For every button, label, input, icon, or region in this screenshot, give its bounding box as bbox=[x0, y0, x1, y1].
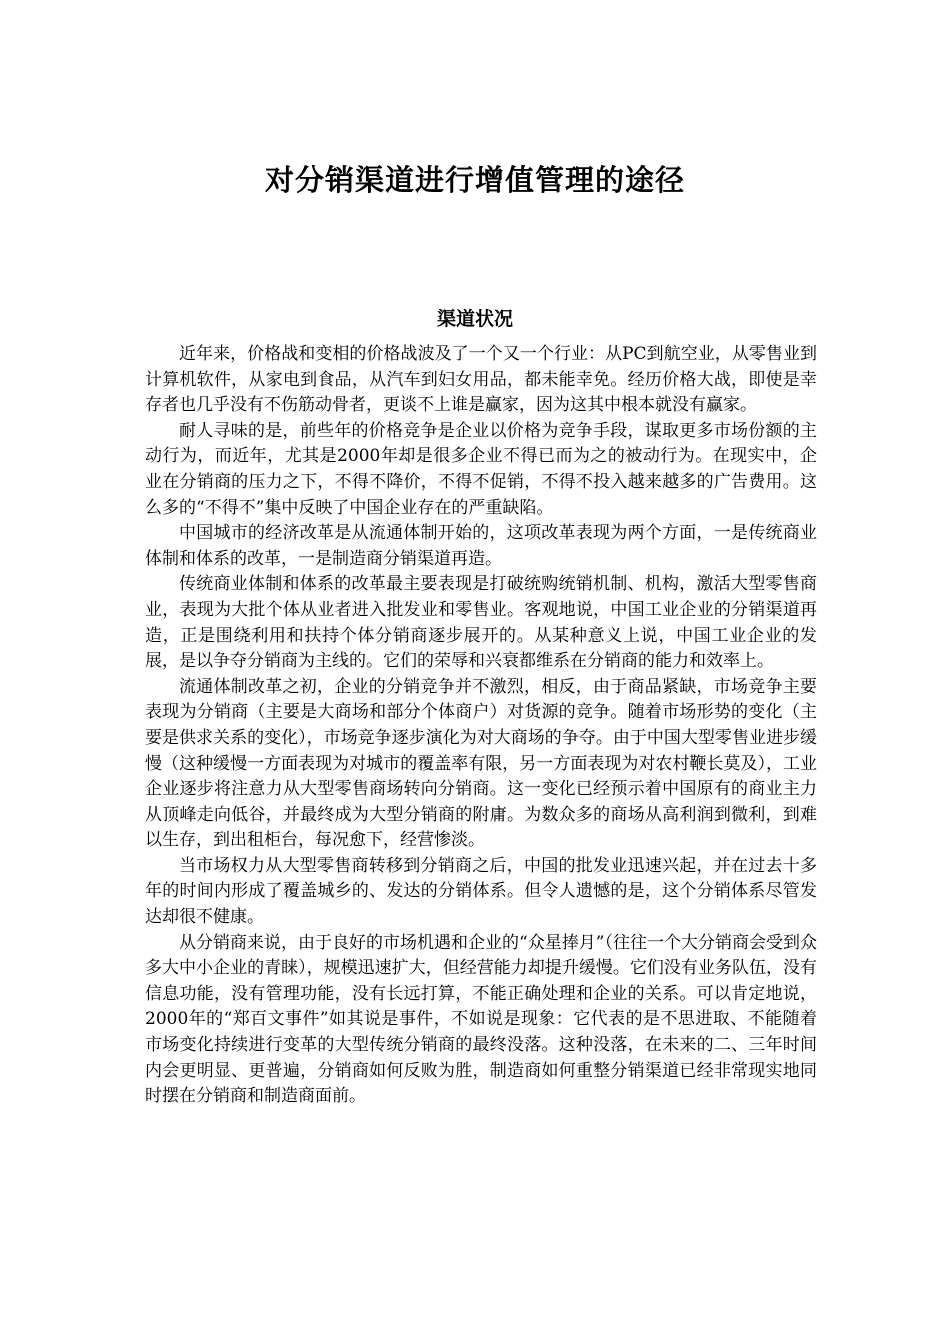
paragraph-2: 耐人寻味的是，前些年的价格竞争是企业以价格为竞争手段，谋取更多市场份额的主动行为，而近年，尤其是2000年却是很多企业不得已而为之的被动行为。在现实中，企业在分销商的压力之下，不得不降价，不得不促销，不得不投入越来越多的广告费用。这么多的“不得不”集中反映了中国企业存在的严重缺陷。 bbox=[145, 420, 817, 518]
document-title: 对分销渠道进行增值管理的途径 bbox=[264, 163, 685, 197]
body-text bbox=[145, 342, 817, 1110]
paragraph-4: 传统商业体制和体系的改革最主要表现是打破统购统销机制、机构，激活大型零售商业，表现为大批个体从业者进入批发业和零售业。客观地说，中国工业企业的分销渠道再造，正是围绕利用和扶持个体分销商逐步展开的。从某种意义上说，中国工业企业的发展，是以争夺分销商为主线的。它们的荣辱和兴衰都维系在分销商的能力和效率上。 bbox=[145, 574, 817, 672]
paragraph-7: 从分销商来说，由于良好的市场机遇和企业的“众星捧月”（往往一个大分销商会受到众多大中小企业的青睐），规模迅速扩大，但经营能力却提升缓慢。它们没有业务队伍，没有信息功能，没有管理功能，没有长远打算，不能正确处理和企业的关系。可以肯定地说，2000年的“郑百文事件”如其说是事件，不如说是现象：它代表的是不思进取、不能随着市场变化持续进行变革的大型传统分销商的最终没落。这种没落，在未来的二、三年时间内会更明显、更普遍，分销商如何反败为胜，制造商如何重整分销渠道已经非常现实地同时摆在分销商和制造商面前。 bbox=[145, 932, 817, 1107]
paragraph-3: 中国城市的经济改革是从流通体制开始的，这项改革表现为两个方面，一是传统商业体制和体系的改革，一是制造商分销渠道再造。 bbox=[145, 523, 817, 569]
paragraph-6: 当市场权力从大型零售商转移到分销商之后，中国的批发业迅速兴起，并在过去十多年的时间内形成了覆盖城乡的、发达的分销体系。但令人遗憾的是，这个分销体系尽管发达却很不健康。 bbox=[145, 855, 817, 928]
paragraph-1: 近年来，价格战和变相的价格战波及了一个又一个行业：从PC到航空业，从零售业到计算机软件，从家电到食品，从汽车到妇女用品，都未能幸免。经历价格大战，即使是幸存者也几乎没有不伤筋动骨者，更谈不上谁是赢家，因为这其中根本就没有赢家。 bbox=[145, 344, 817, 416]
paragraph-5: 流通体制改革之初，企业的分销竞争并不激烈，相反，由于商品紧缺，市场竞争主要表现为分销商（主要是大商场和部分个体商户）对货源的竞争。随着市场形势的变化（主要是供求关系的变化），市场竞争逐步演化为对大商场的争夺。由于中国大型零售业进步缓慢（这种缓慢一方面表现为对城市的覆盖率有限，另一方面表现为对农村鞭长莫及），工业企业逐步将注意力从大型零售商场转向分销商。这一变化已经预示着中国原有的商业主力从顶峰走向低谷，并最终成为大型分销商的附庸。为数众多的商场从高利润到微利，到难以生存，到出租柜台，每况愈下，经营惨淡。 bbox=[145, 676, 817, 851]
section-heading: 渠道状况 bbox=[436, 308, 513, 330]
